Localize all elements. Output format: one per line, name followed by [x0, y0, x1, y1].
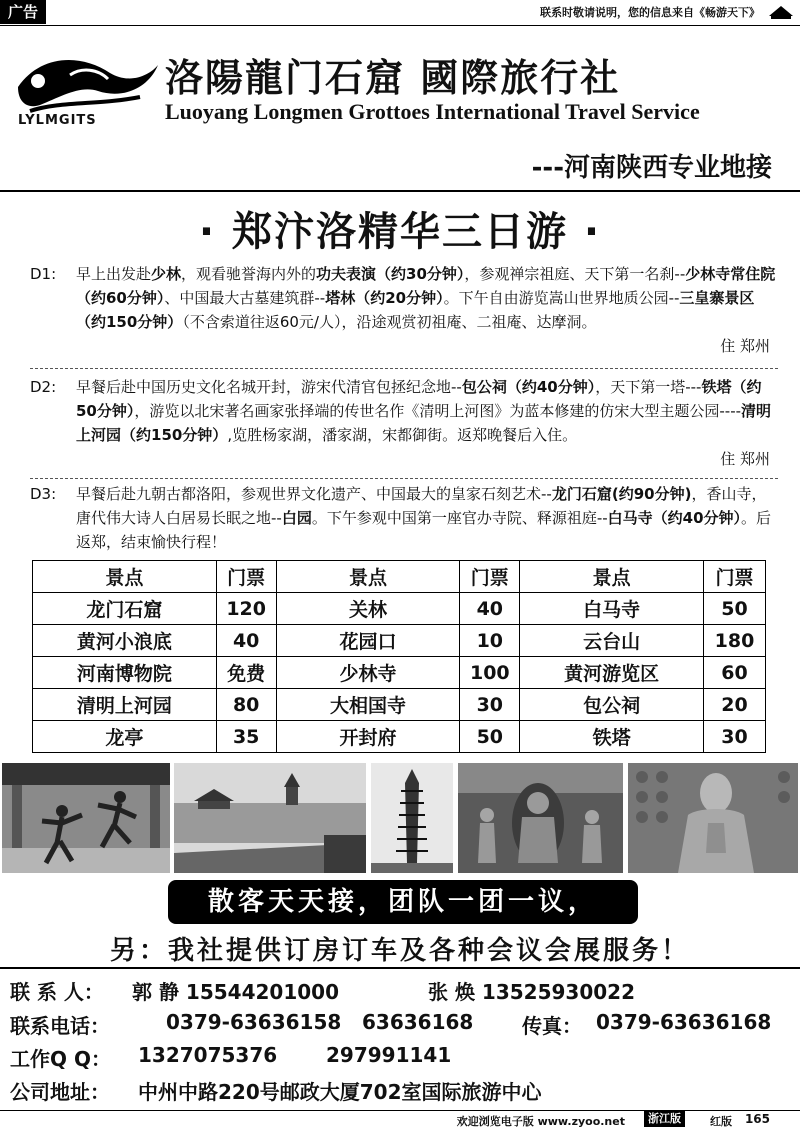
ticket-price-cell: 30 — [460, 689, 520, 721]
company-name-english: Luoyang Longmen Grottoes International Travel Service — [165, 99, 700, 124]
attraction-cell: 关林 — [276, 593, 460, 625]
attraction-cell: 白马寺 — [520, 593, 704, 625]
tour-title: · 郑汴洛精华三日游 · — [198, 209, 602, 255]
qq-number-1: 1327075376 — [138, 1043, 278, 1067]
itinerary-day-2 — [30, 375, 780, 471]
contact-person-2: 张 焕 13525930022 — [428, 980, 636, 1004]
table-row — [33, 657, 766, 689]
overnight-location: 住 郑州 — [720, 337, 770, 355]
ticket-price-cell: 免费 — [216, 657, 276, 689]
ticket-price-cell: 20 — [703, 689, 765, 721]
ticket-price-cell: 10 — [460, 625, 520, 657]
itinerary-day-3 — [30, 482, 780, 554]
contact-address-row — [10, 1076, 790, 1102]
qq-label: 工作Q Q： — [10, 1047, 111, 1071]
longmen-grottoes-photo — [458, 763, 623, 873]
attraction-cell: 少林寺 — [276, 657, 460, 689]
attraction-cell: 黄河小浪底 — [33, 625, 217, 657]
table-header-row — [33, 561, 766, 593]
contact-person-label: 联 系 人： — [10, 980, 104, 1004]
attraction-cell: 云台山 — [520, 625, 704, 657]
divider — [30, 368, 778, 369]
table-row — [33, 721, 766, 753]
top-strip — [0, 0, 800, 26]
header-cell: 景点 — [276, 561, 460, 593]
ticket-price-cell: 30 — [703, 721, 765, 753]
divider — [0, 967, 800, 969]
table-row — [33, 593, 766, 625]
attraction-cell: 花园口 — [276, 625, 460, 657]
edition-label: 红版 — [710, 1115, 732, 1127]
ticket-price-cell: 100 — [460, 657, 520, 689]
attraction-cell: 龙亭 — [33, 721, 217, 753]
buddha-statue-photo — [628, 763, 798, 873]
contact-qq-row — [10, 1043, 790, 1069]
ad-label: 广告 — [0, 0, 46, 24]
phone-number-1: 0379-63636158 — [166, 1010, 342, 1034]
header-cell: 门票 — [703, 561, 765, 593]
header-cell: 门票 — [460, 561, 520, 593]
overnight-location: 住 郑州 — [720, 450, 770, 468]
contact-person-row — [10, 976, 790, 1002]
day-description: 早餐后赴中国历史文化名城开封，游宋代清官包拯纪念地--包公祠（约40分钟），天下第一塔---铁塔（约50分钟），游览以北宋著名画家张择端的传世名作《清明上河图》为蓝本修建的仿宋大型主题公园----清明上河园（约150分钟）,览胜杨家湖，潘家湖，宋都御街。返郑晚餐后入住。 — [76, 378, 772, 444]
attraction-cell: 清明上河园 — [33, 689, 217, 721]
attraction-cell: 开封府 — [276, 721, 460, 753]
agency-header — [0, 27, 800, 192]
magazine-logo-icon — [768, 4, 794, 20]
fax-number: 0379-63636168 — [596, 1010, 772, 1034]
ticket-price-cell: 120 — [216, 593, 276, 625]
header-cell: 景点 — [33, 561, 217, 593]
itinerary-day-1 — [30, 262, 780, 358]
contact-person-1: 郭 静 15544201000 — [132, 980, 340, 1004]
phone-label: 联系电话： — [10, 1014, 110, 1038]
attraction-cell: 黄河游览区 — [520, 657, 704, 689]
day-label: D1: — [30, 265, 57, 283]
ticket-price-cell: 50 — [703, 593, 765, 625]
day-label: D2: — [30, 378, 57, 396]
attraction-cell: 河南博物院 — [33, 657, 217, 689]
table-row — [33, 689, 766, 721]
ticket-price-cell: 50 — [460, 721, 520, 753]
qq-number-2: 297991141 — [326, 1043, 452, 1067]
ticket-price-cell: 40 — [460, 593, 520, 625]
table-row — [33, 625, 766, 657]
address-label: 公司地址： — [10, 1080, 110, 1104]
garden-park-photo — [174, 763, 366, 873]
day-description: 早餐后赴九朝古都洛阳，参观世界文化遗产、中国最大的皇家石刻艺术--龙门石窟(约90分钟)，香山寺，唐代伟大诗人白居易长眠之地--白园。下午参观中国第一座官办寺院、释源祖庭--白马寺（约40分钟）。后返郑，结束愉快行程！ — [76, 485, 772, 551]
header-cell: 景点 — [520, 561, 704, 593]
kungfu-photo — [2, 763, 170, 873]
website-note: 欢迎浏览电子版 www.zyoo.net — [456, 1115, 625, 1127]
attraction-cell: 龙门石窟 — [33, 593, 217, 625]
contact-phone-row — [10, 1010, 790, 1036]
attraction-cell: 铁塔 — [520, 721, 704, 753]
day-description: 早上出发赴少林，观看驰誉海内外的功夫表演（约30分钟），参观禅宗祖庭、天下第一名刹--少林寺常住院（约60分钟）、中国最大古墓建筑群--塔林（约20分钟）。下午自由游览嵩山世界地质公园--三皇寨景区（约150分钟）（不含索道往返60元/人），沿途观赏初祖庵、二祖庵、达摩洞。 — [76, 265, 776, 331]
ticket-price-cell: 60 — [703, 657, 765, 689]
source-note: 联系时敬请说明，您的信息来自《畅游天下》 — [540, 6, 760, 19]
company-name-chinese: 洛陽龍门石窟 國際旅行社 — [165, 55, 621, 100]
phone-number-2: 63636168 — [362, 1010, 474, 1034]
attraction-cell: 大相国寺 — [276, 689, 460, 721]
page-footer — [0, 1110, 800, 1127]
ticket-price-table — [32, 560, 766, 753]
day-label: D3: — [30, 485, 57, 503]
page-number: 165 — [744, 1112, 770, 1126]
slogan: ---河南陕西专业地接 — [531, 153, 772, 183]
ticket-price-cell: 80 — [216, 689, 276, 721]
address-text: 中州中路220号邮政大厦702室国际旅游中心 — [138, 1080, 542, 1104]
logo-abbreviation: LYLMGITS — [18, 113, 97, 128]
attraction-cell: 包公祠 — [520, 689, 704, 721]
group-banner: 散客天天接，团队一团一议， — [168, 880, 638, 924]
divider — [30, 478, 778, 479]
photo-strip — [2, 763, 798, 873]
iron-pagoda-photo — [371, 763, 453, 873]
ticket-price-cell: 180 — [703, 625, 765, 657]
fax-label: 传真： — [522, 1014, 582, 1038]
ticket-price-cell: 35 — [216, 721, 276, 753]
region-edition-badge: 浙江版 — [644, 1111, 685, 1127]
price-table-body — [33, 561, 766, 753]
service-note: 另：我社提供订房订车及各种会议会展服务！ — [109, 936, 690, 966]
header-cell: 门票 — [216, 561, 276, 593]
ticket-price-cell: 40 — [216, 625, 276, 657]
